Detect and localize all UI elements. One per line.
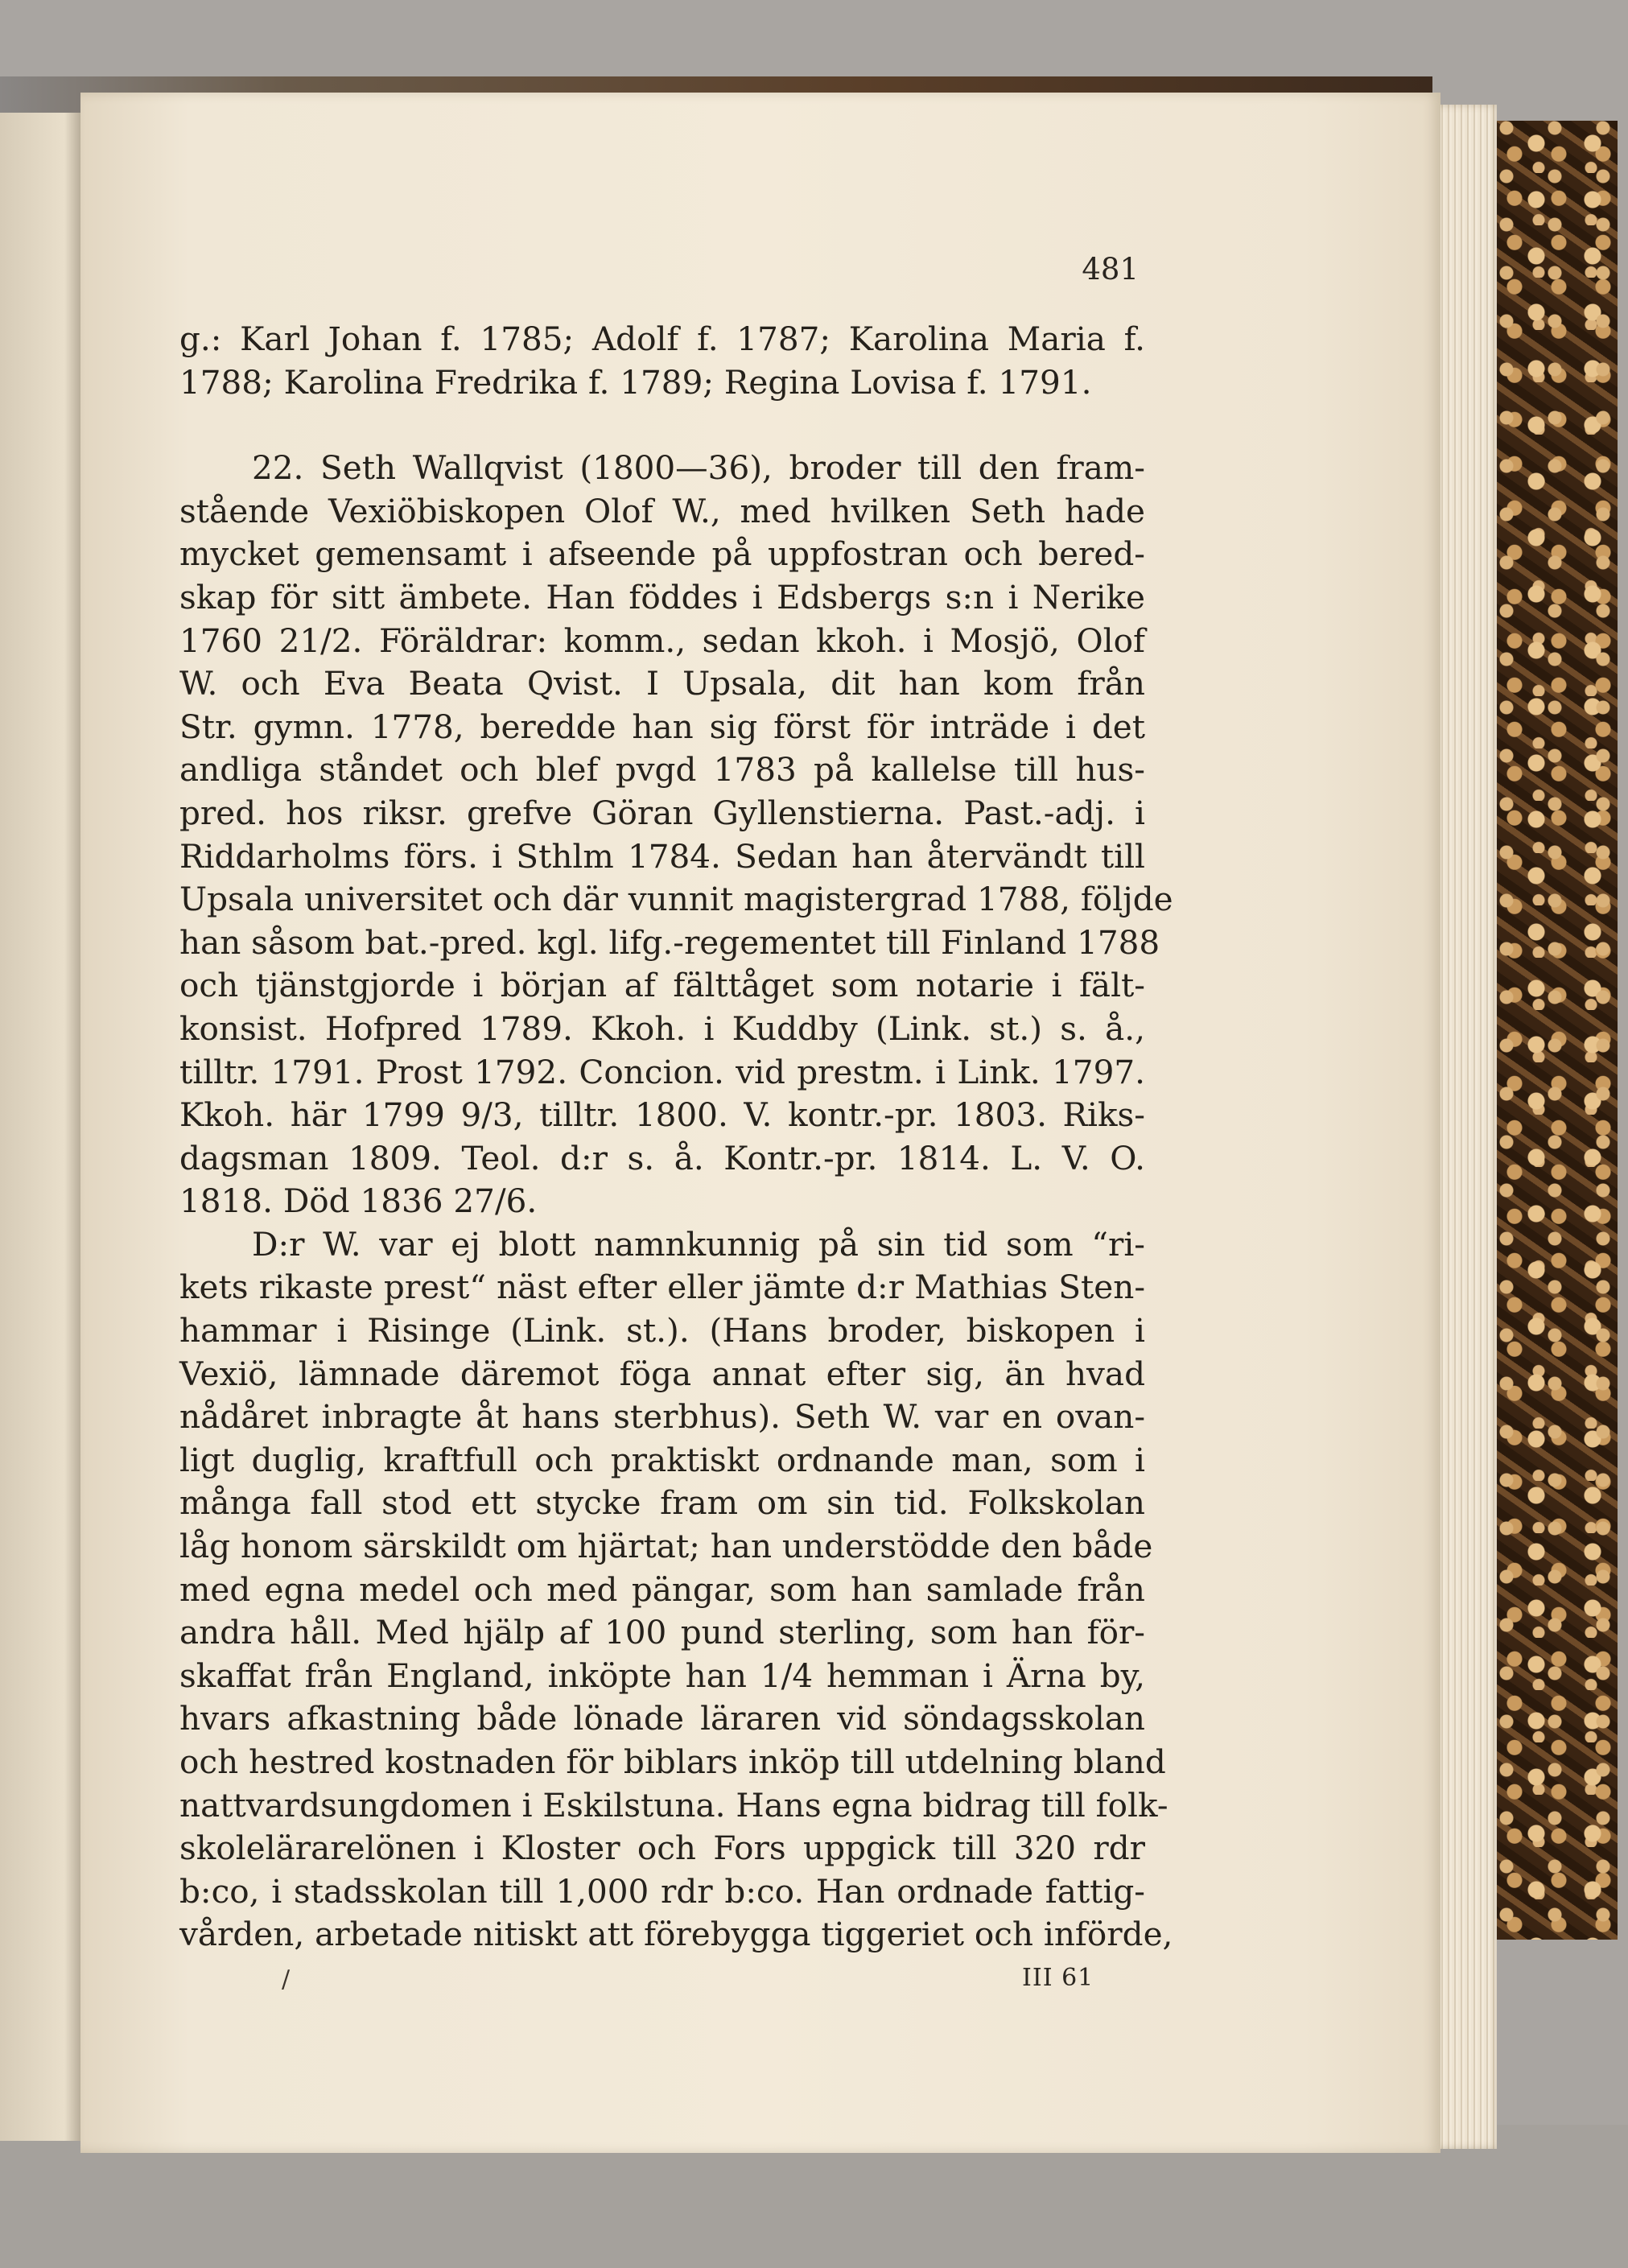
text-line: skaffat från England, inköpte han 1/4 hemman i Ärna by, [179,1656,1145,1695]
text-line: skolelärarelönen i Kloster och Fors uppgick till 320 rdr [179,1829,1145,1868]
text-line: och hestred kostnaden för biblars inköp till utdelning bland [179,1742,1166,1781]
text-line: hammar i Risinge (Link. st.). (Hans broder, biskopen i [179,1311,1145,1350]
text-line: Str. gymn. 1778, beredde han sig först för inträde i det [179,707,1145,746]
text-line: nådåret inbragte åt hans sterbhus). Seth W. var en ovan- [179,1397,1145,1437]
text-line: många fall stod ett stycke fram om sin tid. Folkskolan [179,1483,1145,1523]
text-line: Upsala universitet och där vunnit magistergrad 1788, följde [179,880,1173,919]
text-line: med egna medel och med pängar, som han samlade från [179,1569,1145,1609]
facing-page-edge [0,113,80,2141]
text-line: 1818. Död 1836 27/6. [179,1181,538,1221]
text-line: 1760 21/2. Föräldrar: komm., sedan kkoh. i Mosjö, Olof [179,621,1145,660]
body-text [179,318,1173,1957]
text-line: tilltr. 1791. Prost 1792. Concion. vid prestm. i Link. 1797. [179,1052,1145,1091]
text-line: konsist. Hofpred 1789. Kkoh. i Kuddby (Link. st.) s. å., [179,1008,1145,1048]
text-line: andra håll. Med hjälp af 100 pund sterling, som han för- [179,1613,1145,1652]
text-line: och tjänstgjorde i början af fälttåget som notarie i fält- [179,966,1145,1005]
page-number: 481 [1082,252,1139,287]
text-line: D:r W. var ej blott namnkunnig på sin tid som “ri- [252,1224,1145,1264]
paragraph-gap [179,404,1145,447]
text-line: nattvardsungdomen i Eskilstuna. Hans egna bidrag till folk- [179,1785,1168,1825]
text-line: g.: Karl Johan f. 1785; Adolf f. 1787; Karolina Maria f. [179,320,1145,358]
text-line: låg honom särskildt om hjärtat; han understödde den både [179,1527,1153,1566]
text-line: skap för sitt ämbete. Han föddes i Edsbergs s:n i Nerike [179,577,1145,616]
text-line: Vexiö, lämnade däremot föga annat efter sig, än hvad [179,1354,1145,1393]
text-line: b:co, i stadsskolan till 1,000 rdr b:co. Han ordnade fattig- [179,1871,1145,1911]
text-line: han såsom bat.-pred. kgl. lifg.-regementet till Finland 1788 [179,922,1160,962]
text-line: pred. hos riksr. grefve Göran Gyllenstierna. Past.-adj. i [179,793,1145,832]
text-line: kets rikaste prest“ näst efter eller jämte d:r Mathias Sten- [179,1268,1145,1307]
text-line: W. och Eva Beata Qvist. I Upsala, dit han kom från [179,664,1145,703]
signature-mark: / [282,1965,291,1994]
text-line: stående Vexiöbiskopen Olof W., med hvilken Seth hade [179,491,1145,530]
text-line: ligt duglig, kraftfull och praktiskt ordnande man, som i [179,1440,1145,1479]
text-line: 22. Seth Wallqvist (1800—36), broder till den fram- [252,448,1145,488]
text-line: hvars afkastning både lönade läraren vid söndagsskolan [179,1699,1145,1738]
text-line: andliga ståndet och blef pvgd 1783 på kallelse till hus- [179,750,1145,790]
text-line: Kkoh. här 1799 9/3, tilltr. 1800. V. kontr.-pr. 1803. Riks- [179,1095,1145,1135]
text-line: mycket gemensamt i afseende på uppfostran och bered- [179,534,1145,574]
text-line: dagsman 1809. Teol. d:r s. å. Kontr.-pr. 1814. L. V. O. [179,1138,1145,1177]
marbled-book-spine [1497,121,1618,1940]
text-line: Riddarholms förs. i Sthlm 1784. Sedan han återvändt till [179,836,1145,876]
text-line: vården, arbetade nitiskt att förebygga tiggeriet och införde, [179,1915,1173,1954]
text-line: 1788; Karolina Fredrika f. 1789; Regina Lovisa f. 1791. [179,362,1092,402]
printer-signature: III 61 [1022,1964,1094,1992]
